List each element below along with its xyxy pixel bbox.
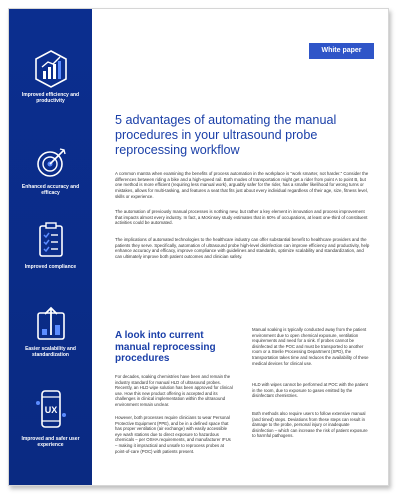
- sidebar-item-label: Improved compliance: [24, 264, 77, 270]
- document-page: [8, 8, 389, 486]
- sidebar-item-user-experience: [9, 389, 92, 448]
- sidebar-item-label: Enhanced accuracy and efficacy: [21, 184, 80, 196]
- intro-paragraph: A common mantra when examining the benefits of process automation in the workplace is "work smarter, not harder." Consider the differences between riding a bike and a high-speed rail. Both modes of transportation might get a rider from point A to point B, but one method is more efficient (requiring less manual work), arguably safer for the rider, has a smaller likelihood for wrong turns or mistakes, allows for multi-tasking, and features a seat that fits just about every individual regardless of their age, size, fitness level, skills or experience.: [115, 171, 369, 199]
- sidebar-item-compliance: [9, 221, 92, 270]
- svg-text:UX: UX: [44, 405, 57, 415]
- sidebar-item-label: Easier scalability and standardization: [25, 346, 76, 358]
- ux-device-icon: [33, 389, 69, 433]
- page-title: 5 advantages of automating the manual procedures in your ultrasound probe reprocessing workflow: [115, 113, 337, 157]
- section-heading: A look into current manual reprocessing procedures: [115, 330, 216, 364]
- intro-paragraph: The implications of automated technologies to the healthcare industry can offer substantial benefit to healthcare providers and the patients they serve. Specifically, automation of ultrasound probe high-level disinfection can improve efficiency and productivity, help enhance accuracy and efficacy, improve compliance with guidelines and standards, optimize scalability and standardization, and can ultimately improve both patient outcomes and clinician safety.: [115, 237, 370, 260]
- sidebar-item-accuracy: [9, 145, 92, 196]
- sidebar-item-label: Improved and safer user experience: [21, 436, 80, 448]
- left-column-paragraph: However, both processes require clinicians to wear Personal Protective Equipment (PPE), and be in a defined space that has proper ventilation (air exchange) with easily accessible eye wash stations due to direct exposure to hazardous chemicals – per OSHA requirements, and manufacturer IFUs – making it impractical and unsafe to reprocess probes at point-of-care (POC) with patients present.: [115, 415, 231, 454]
- right-column-paragraph: HLD with wipes cannot be performed at POC with the patient in the room, due to exposure to gases emitted by the disinfectant chemistries.: [252, 382, 368, 399]
- right-column-paragraph: Both methods also require users to follow extensive manual (and timed) steps. Deviations from these steps can result in damage to the probe, personal injury or inadequate disinfection – which can increase the risk of patient exposure to harmful pathogens.: [252, 411, 368, 439]
- sidebar: [9, 9, 92, 485]
- document-type-badge: White paper: [309, 43, 374, 59]
- bar-chart-up-icon: [33, 49, 69, 89]
- intro-paragraph: The automation of previously manual processes is nothing new, but rather a key element in innovation and process improvement that impacts almost every industry. In fact, a McKinsey study estimates that in 60% of occupations, at least one-third of constituent activities could be automated.: [115, 209, 368, 226]
- left-column-paragraph: For decades, soaking chemistries have been and remain the industry standard for manual HLD of ultrasound probes. Recently, an HLD wipe solution has been approved for clinical use. How this new product offering is accepted and its challenges in clinical implementation within the ultrasound environment remain unclear.: [115, 374, 233, 407]
- sidebar-item-scalability: [9, 305, 92, 358]
- sidebar-item-efficiency: [9, 49, 92, 104]
- checklist-clipboard-icon: [33, 221, 69, 261]
- target-icon: [33, 145, 69, 181]
- right-column-paragraph: Manual soaking is typically conducted away from the patient environment due to open chemical exposure, ventilation requirements and need for a sink. If probes cannot be disinfected at the POC and must be transported to another room or a Sterile Processing Department (SPD), the transportation takes time and reduces the availability of these medical devices for clinical use.: [252, 327, 369, 366]
- upward-growth-icon: [33, 305, 69, 343]
- sidebar-item-label: Improved efficiency and productivity: [21, 92, 80, 104]
